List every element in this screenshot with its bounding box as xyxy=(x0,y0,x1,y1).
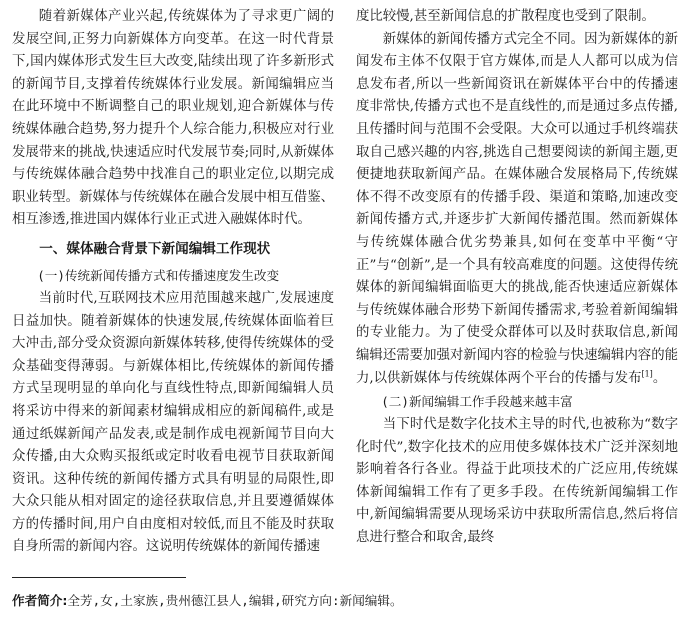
new-media-paragraph-text: 新媒体的新闻传播方式完全不同。因为新媒体的新闻发布主体不仅限于官方媒体,而是人人都可以成为信息发布者,所以一些新闻资讯在新媒体平台中的传播速度非常快,传播方式也不是直线性的,而是通过多点传播,且传播时间与范围不会受限。大众可以通过手机终端获取自己感兴趣的内容,挑选自己想要阅读的新闻主题,更便捷地获取新闻产品。在媒体融合发展格局下,传统媒体不得不改变原有的传播手段、渠道和策略,加速改变新闻传播方式,并逐步扩大新闻传播范围。然而新媒体与传统媒体融合优劣势兼具,如何在变革中平衡“守正”与“创新”,是一个具有较高难度的问题。这使得传统媒体的新闻编辑面临更大的挑战,能否快速适应新媒体与传统媒体融合形势下新闻传播需求,考验着新闻编辑的专业能力。为了使受众群体可以及时获取信息,新闻编辑还需要加强对新闻内容的检验与快速编辑内容的能力,以供新媒体与传统媒体两个平台的传播与发布 xyxy=(356,31,678,386)
subsection-2-heading: (二)新闻编辑工作手段越来越丰富 xyxy=(381,394,573,410)
continuation-paragraph: 度比较慢,甚至新闻信息的扩散程度也受到了限制。 xyxy=(356,9,655,24)
author-info: 全芳,女,土家族,贵州德江县人,编辑,研究方向:新闻编辑。 xyxy=(67,593,403,608)
subsection-1-heading: (一)传统新闻传播方式和传播速度发生改变 xyxy=(37,267,280,283)
author-label: 作者简介: xyxy=(12,593,68,608)
subsection-2-paragraph: 当下时代是数字化技术主导的时代,也被称为“数字化时代”,数字化技术的应用使多媒体技术广泛并深刻地影响着各行各业。得益于此项技术的广泛应用,传统媒体新闻编辑工作有了更多手段。在传统新闻编辑工作中,新闻编辑需要从现场采访中获取所需信息,然后将信息进行整合和取舍,最终 xyxy=(356,417,678,546)
subsection-1-paragraph: 当前时代,互联网技术应用范围越来越广,发展速度日益加快。随着新媒体的快速发展,传统媒体面临着巨大冲击,部分受众资源向新媒体转移,使得传统媒体的受众基础变得薄弱。与新媒体相比,传统媒体的新闻传播方式呈现明显的单向化与直线性特点,即新闻编辑人员将采访中得来的新闻素材编辑成相应的新闻稿件,或是通过纸媒新闻产品发表,或是制作成电视新闻节目向大众传播,由大众购买报纸或定时收看电视节目获取新闻资讯。这种传统的新闻传播方式具有明显的局限性,即大众只能从相对固定的途径获取信息,并且要遵循媒体方的传播时间,用户自由度相对较低,而且不能及时获取自身所需的新闻内容。这说明传统媒体的新闻传播速 xyxy=(12,290,334,555)
author-footnote xyxy=(12,592,403,610)
section-heading: 一、媒体融合背景下新闻编辑工作现状 xyxy=(39,240,271,257)
new-media-paragraph-end: 。 xyxy=(652,370,667,386)
right-column xyxy=(356,6,678,550)
footnote-divider xyxy=(12,577,186,578)
citation-mark[interactable]: [1] xyxy=(641,369,653,379)
intro-paragraph: 随着新媒体产业兴起,传统媒体为了寻求更广阔的发展空间,正努力向新媒体方向变革。在这一时代背景下,国内媒体形式发生巨大改变,陆续出现了许多新形式的新闻节目,支撑着传统媒体行业发展。新闻编辑应当在此环境中不断调整自己的职业规划,迎合新媒体与传统媒体融合趋势,努力提升个人综合能力,积极应对行业发展带来的挑战,快速适应时代发展节奏;同时,从新媒体与传统媒体融合趋势中找准自己的职业定位,以期完成职业转型。新媒体与传统媒体在融合发展中相互借鉴、相互渗透,推进国内媒体行业正式进入融媒体时代。 xyxy=(12,9,334,228)
new-media-paragraph xyxy=(356,29,678,391)
left-column xyxy=(12,6,334,559)
